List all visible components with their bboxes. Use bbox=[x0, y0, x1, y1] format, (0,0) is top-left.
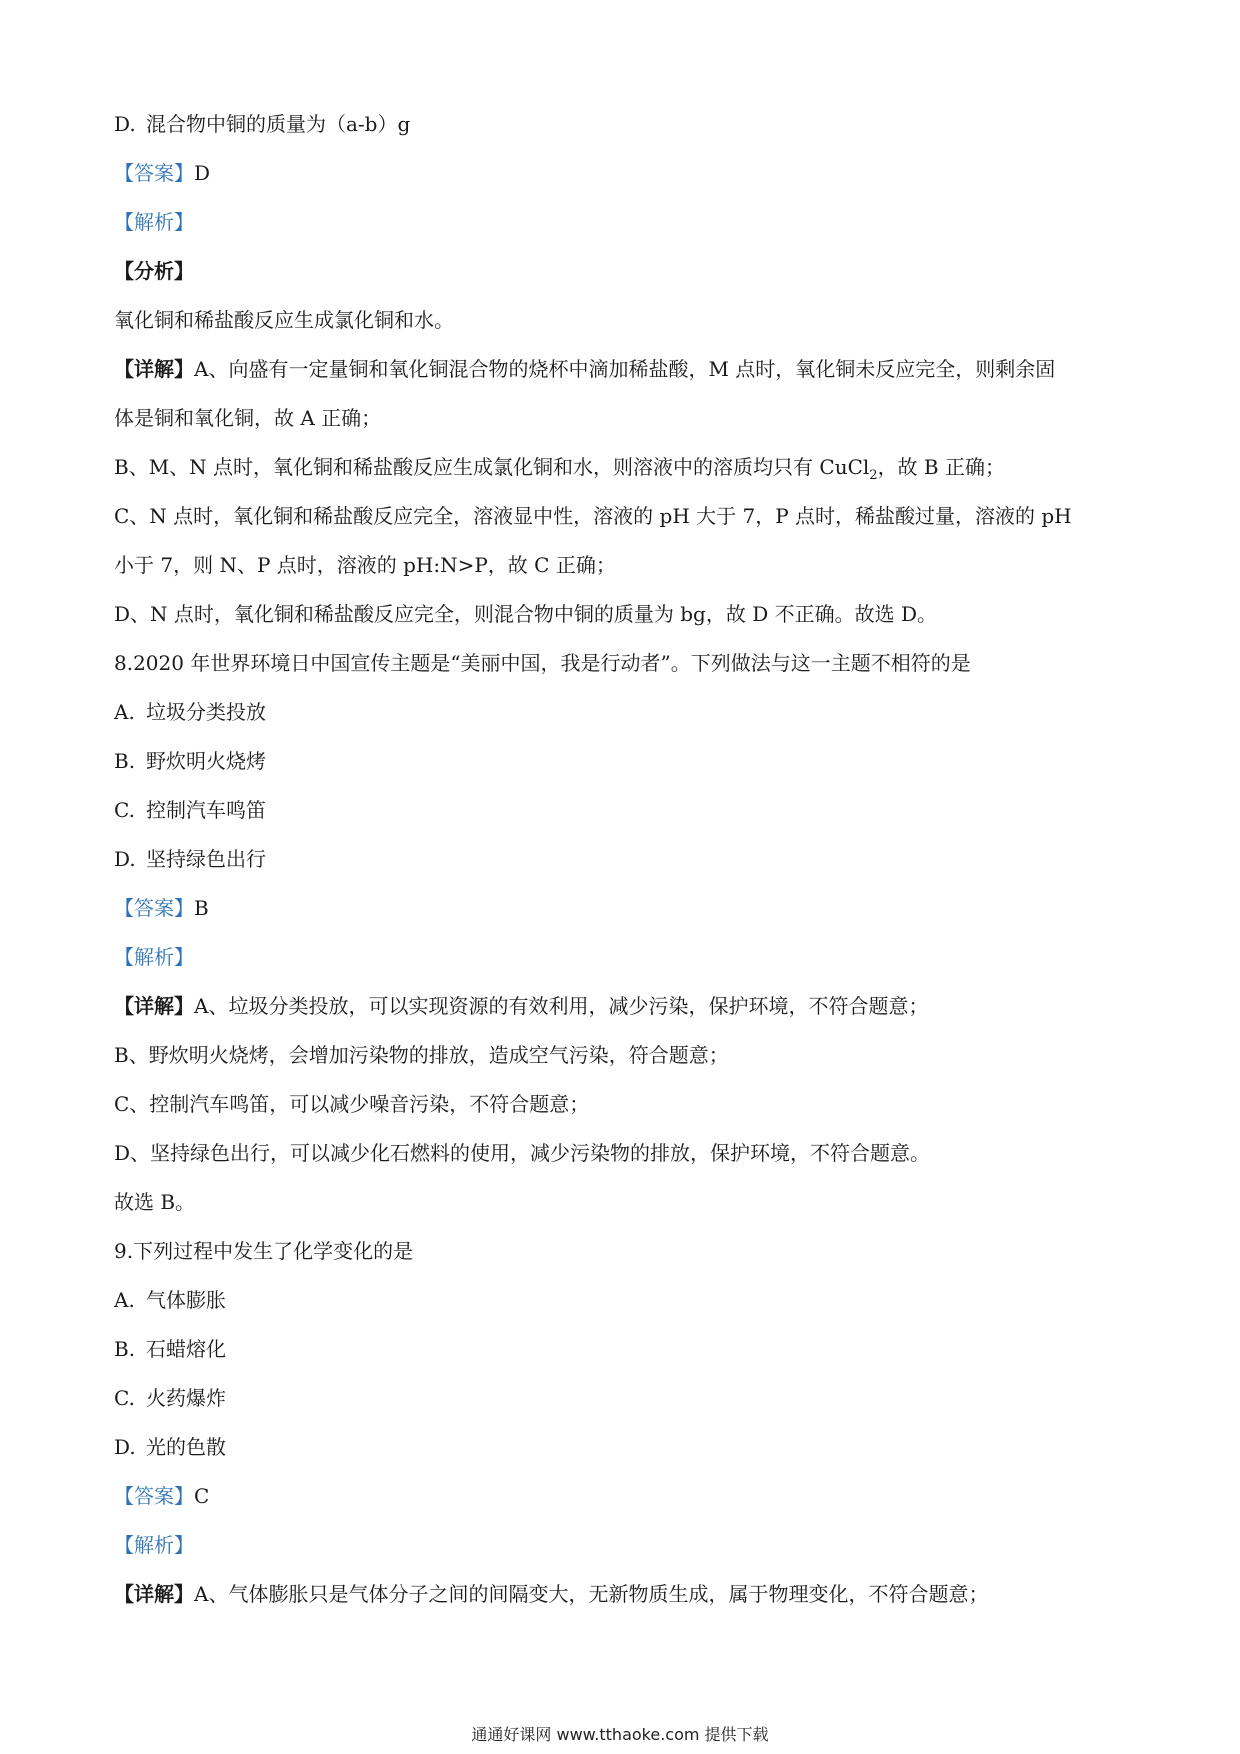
section-tag: 【答案】 bbox=[114, 161, 194, 185]
section-text: A、向盛有一定量铜和氧化铜混合物的烧杯中滴加稀盐酸，M 点时，氧化铜未反应完全，则剩余固 bbox=[194, 357, 1056, 381]
choice-option bbox=[114, 1374, 1134, 1423]
section-tag: 【详解】 bbox=[114, 994, 194, 1018]
option-text: 石蜡熔化 bbox=[146, 1337, 226, 1361]
option-letter: A. bbox=[114, 700, 135, 724]
text-line: C、N 点时，氧化铜和稀盐酸反应完全，溶液显中性，溶液的 pH 大于 7，P 点时，稀盐酸过量，溶液的 pH bbox=[114, 504, 1072, 528]
option-letter: C. bbox=[114, 798, 135, 822]
choice-option bbox=[114, 1276, 1134, 1325]
section-text: D bbox=[194, 161, 211, 185]
text-line: D、N 点时，氧化铜和稀盐酸反应完全，则混合物中铜的质量为 bg，故 D 不正确。故选 D。 bbox=[114, 602, 937, 626]
option-text: 光的色散 bbox=[146, 1435, 226, 1459]
choice-option bbox=[114, 688, 1134, 737]
section-text: A、气体膨胀只是气体分子之间的间隔变大，无新物质生成，属于物理变化，不符合题意； bbox=[194, 1582, 989, 1606]
text-line bbox=[114, 443, 1134, 492]
section-tag: 【答案】 bbox=[114, 1484, 194, 1508]
option-letter: D. bbox=[114, 112, 136, 136]
choice-option bbox=[114, 1423, 1134, 1472]
section-tag: 【解析】 bbox=[114, 945, 194, 969]
option-letter: B. bbox=[114, 1337, 136, 1361]
explanation-line bbox=[114, 345, 1134, 394]
option-text: 控制汽车鸣笛 bbox=[146, 798, 266, 822]
text-segment: B、M、N 点时，氧化铜和稀盐酸反应生成氯化铜和水，则溶液中的溶质均只有 CuCl bbox=[114, 455, 870, 479]
option-letter: D. bbox=[114, 847, 136, 871]
text-line: C、控制汽车鸣笛，可以减少噪音污染，不符合题意； bbox=[114, 1092, 590, 1116]
section-tag-line bbox=[114, 933, 1134, 982]
option-letter: A. bbox=[114, 1288, 135, 1312]
text-line: 8.2020 年世界环境日中国宣传主题是“美丽中国，我是行动者”。下列做法与这一主题不相符的是 bbox=[114, 651, 971, 675]
explanation-line bbox=[114, 982, 1134, 1031]
option-text: 坚持绿色出行 bbox=[146, 847, 266, 871]
section-tag: 【详解】 bbox=[114, 1582, 194, 1606]
text-line: 氧化铜和稀盐酸反应生成氯化铜和水。 bbox=[114, 308, 454, 332]
section-tag-line bbox=[114, 884, 1134, 933]
option-text: 野炊明火烧烤 bbox=[146, 749, 266, 773]
section-tag: 【答案】 bbox=[114, 896, 194, 920]
option-letter: B. bbox=[114, 749, 136, 773]
text-line: 故选 B。 bbox=[114, 1190, 196, 1214]
document-content bbox=[114, 100, 1134, 1619]
explanation-line bbox=[114, 1570, 1134, 1619]
choice-option bbox=[114, 100, 1134, 149]
choice-option bbox=[114, 786, 1134, 835]
section-tag: 【详解】 bbox=[114, 357, 194, 381]
text-segment: ，故 B 正确； bbox=[877, 455, 1005, 479]
option-text: 火药爆炸 bbox=[146, 1386, 226, 1410]
option-text: 混合物中铜的质量为（a-b）g bbox=[146, 112, 411, 136]
explanation-line bbox=[114, 247, 1134, 296]
page-footer: 通通好课网 www.tthaoke.com 提供下载 bbox=[471, 1725, 769, 1744]
option-letter: D. bbox=[114, 1435, 136, 1459]
text-line: 小于 7，则 N、P 点时，溶液的 pH:N>P，故 C 正确； bbox=[114, 553, 616, 577]
text-line: 体是铜和氧化铜，故 A 正确； bbox=[114, 406, 382, 430]
subscript: 2 bbox=[869, 468, 878, 483]
option-text: 垃圾分类投放 bbox=[146, 700, 266, 724]
text-line: B、野炊明火烧烤，会增加污染物的排放，造成空气污染，符合题意； bbox=[114, 1043, 729, 1067]
section-tag: 【解析】 bbox=[114, 1533, 194, 1557]
section-text: A、垃圾分类投放，可以实现资源的有效利用，减少污染，保护环境，不符合题意； bbox=[194, 994, 929, 1018]
choice-option bbox=[114, 1325, 1134, 1374]
choice-option bbox=[114, 835, 1134, 884]
section-text: C bbox=[194, 1484, 210, 1508]
text-line: 9.下列过程中发生了化学变化的是 bbox=[114, 1239, 414, 1263]
text-line: D、坚持绿色出行，可以减少化石燃料的使用，减少污染物的排放，保护环境，不符合题意。 bbox=[114, 1141, 931, 1165]
section-tag: 【解析】 bbox=[114, 210, 194, 234]
section-tag-line bbox=[114, 198, 1134, 247]
section-tag-line bbox=[114, 1521, 1134, 1570]
option-text: 气体膨胀 bbox=[146, 1288, 226, 1312]
section-tag-line bbox=[114, 1472, 1134, 1521]
option-letter: C. bbox=[114, 1386, 135, 1410]
section-tag: 【分析】 bbox=[114, 259, 194, 283]
section-tag-line bbox=[114, 149, 1134, 198]
choice-option bbox=[114, 737, 1134, 786]
section-text: B bbox=[194, 896, 209, 920]
